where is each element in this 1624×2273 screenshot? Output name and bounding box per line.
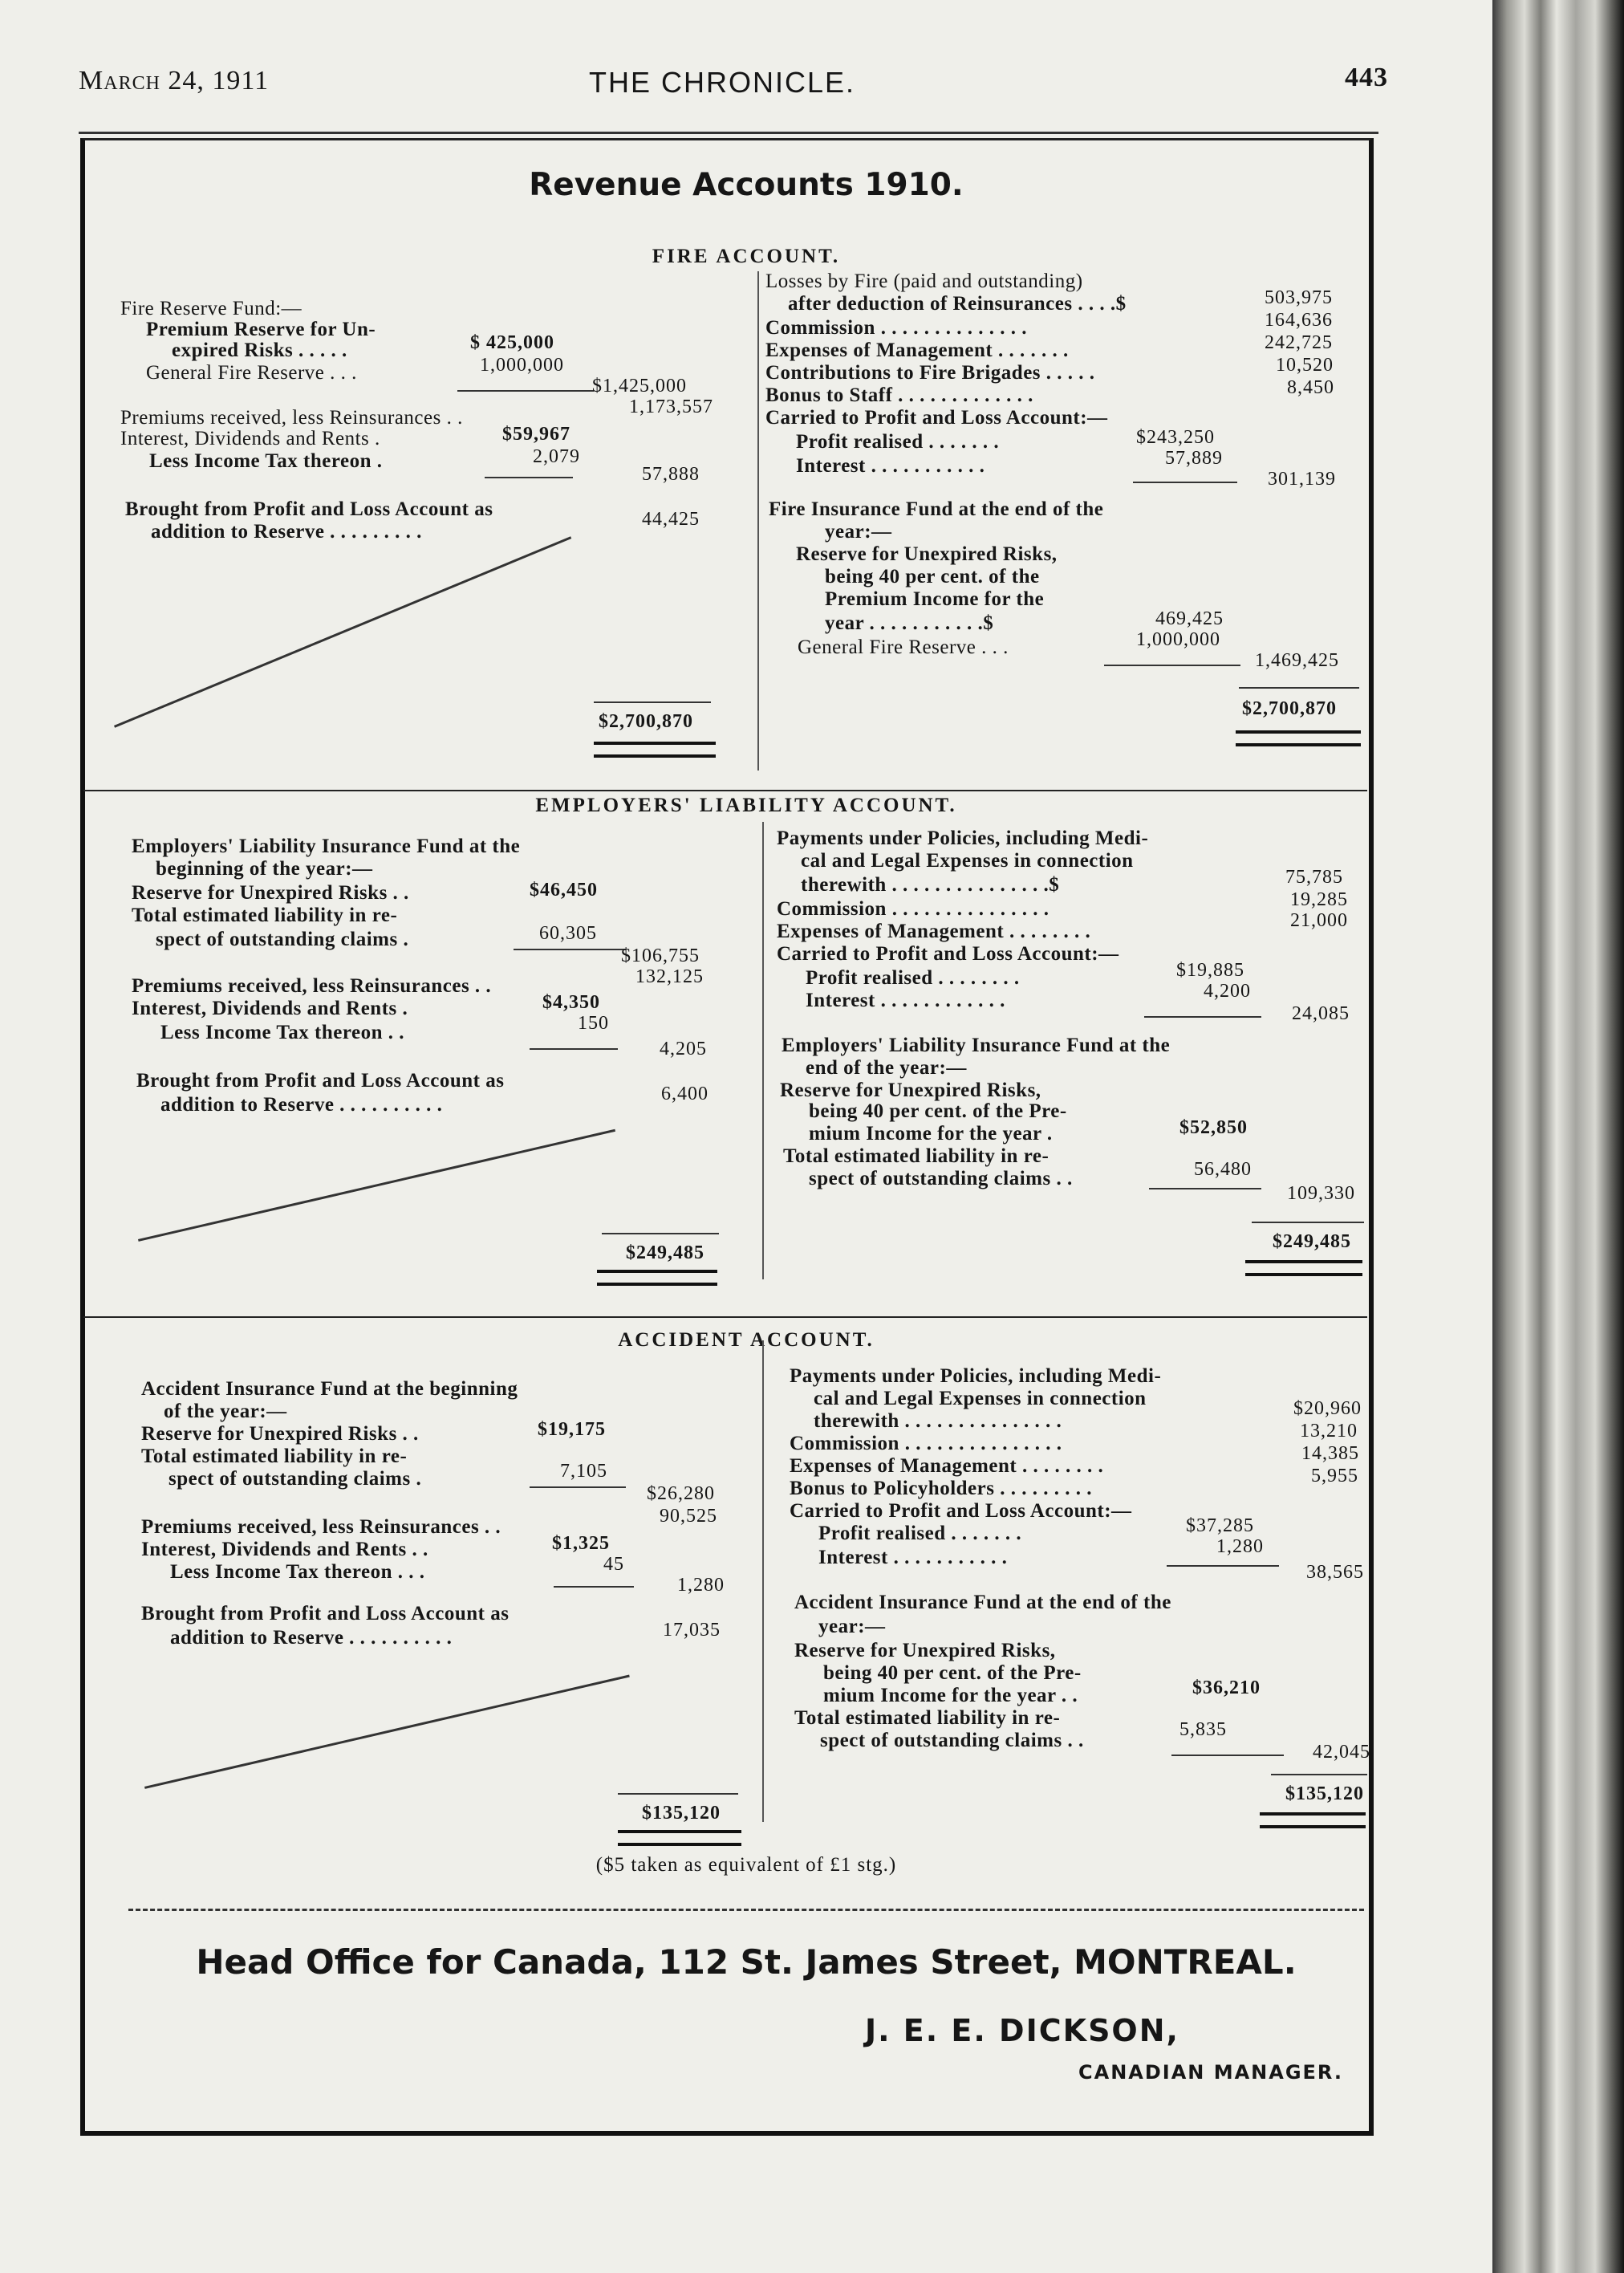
el-carried-to-pl-label: Carried to Profit and Loss Account:— <box>777 943 1119 965</box>
fire-fund-total: 1,469,425 <box>1255 650 1339 671</box>
el-premiums-label: Premiums received, less Reinsurances . . <box>132 975 492 997</box>
acc-payments-label: Payments under Policies, including Medi- <box>790 1365 1162 1387</box>
fire-premium-income-label: Premium Income for the <box>825 588 1045 610</box>
el-fund-total: $106,755 <box>621 945 700 966</box>
interest-net-rule <box>485 477 573 478</box>
el-fund-beginning-label: Employers' Liability Insurance Fund at the <box>132 836 521 857</box>
el-brought-from-pl-label: Brought from Profit and Loss Account as <box>136 1070 505 1092</box>
acc-end-year-label: year:— <box>818 1616 886 1637</box>
accident-section-rule <box>83 1316 1367 1318</box>
acc-right-total-rule <box>1271 1774 1367 1775</box>
acc-right-total: $135,120 <box>1285 1783 1364 1804</box>
el-carried-total: 24,085 <box>1292 1003 1350 1024</box>
fire-general-reserve-value: 1,000,000 <box>1136 629 1220 650</box>
acc-estimated-end-label: Total estimated liability in re- <box>794 1707 1061 1729</box>
acc-outstanding-claims-value: 7,105 <box>560 1461 607 1482</box>
fire-unexpired-risks-label: Reserve for Unexpired Risks, <box>796 543 1058 565</box>
accident-column-divider <box>762 1340 764 1822</box>
el-expenses-value: 21,000 <box>1290 910 1348 931</box>
fire-reserve-total: $1,425,000 <box>592 376 687 396</box>
acc-premiums-label: Premiums received, less Reinsurances . . <box>141 1516 501 1538</box>
acc-interest-value: $1,325 <box>552 1533 610 1554</box>
header-rule <box>79 132 1378 134</box>
el-legal-expenses-label: cal and Legal Expenses in connection <box>801 850 1134 872</box>
income-tax-label: Less Income Tax thereon . <box>149 450 383 472</box>
acc-interest-net: 1,280 <box>677 1575 725 1596</box>
header-page-number: 443 <box>1345 63 1388 92</box>
acc-expenses-label: Expenses of Management . . . . . . . . <box>790 1455 1104 1477</box>
fire-commission-value: 164,636 <box>1265 310 1333 331</box>
el-interest-value: $4,350 <box>542 992 600 1013</box>
book-spine-edge <box>1492 0 1624 2273</box>
el-end-year-label: end of the year:— <box>806 1057 967 1079</box>
fire-brigades-label: Contributions to Fire Brigades . . . . . <box>765 362 1095 384</box>
manager-name: J. E. E. DICKSON, <box>865 2013 1179 2048</box>
acc-outstanding-claims-label: spect of outstanding claims . <box>168 1468 422 1490</box>
el-outstanding-end-label: spect of outstanding claims . . <box>809 1168 1073 1189</box>
el-therewith-label: therewith . . . . . . . . . . . . . . .$ <box>801 874 1060 896</box>
acc-income-tax-label: Less Income Tax thereon . . . <box>170 1561 425 1583</box>
fire-fund-year-label: year:— <box>825 521 892 543</box>
acc-interest-right-value: 1,280 <box>1216 1536 1264 1557</box>
el-left-total-rule <box>602 1233 719 1234</box>
el-40-percent-label: being 40 per cent. of the Pre- <box>809 1100 1067 1122</box>
acc-estimated-liability-label: Total estimated liability in re- <box>141 1446 408 1467</box>
after-reinsurances-label: after deduction of Reinsurances . . . .$ <box>788 293 1127 315</box>
acc-carried-total: 38,565 <box>1306 1562 1364 1583</box>
fire-left-double-rule <box>594 742 716 758</box>
interest-net-value: 57,888 <box>642 464 700 485</box>
el-interest-rule <box>530 1048 618 1050</box>
acc-unexpired-risks-value: $19,175 <box>538 1419 606 1440</box>
fire-pl-rule <box>1133 482 1237 483</box>
el-interest-net: 4,205 <box>660 1039 707 1059</box>
interest-dividends-value: $59,967 <box>502 424 570 445</box>
acc-fund-end-total: 42,045 <box>1313 1742 1370 1763</box>
fire-subtotal-rule <box>457 390 594 392</box>
el-premium-income-label: mium Income for the year . <box>809 1123 1053 1145</box>
fire-carried-total: 301,139 <box>1268 469 1336 490</box>
acc-brought-from-pl-label: Brought from Profit and Loss Account as <box>141 1603 510 1624</box>
head-office-line: Head Office for Canada, 112 St. James Street, MONTREAL. <box>196 1942 1297 1982</box>
fire-carried-to-pl-label: Carried to Profit and Loss Account:— <box>765 407 1108 429</box>
fire-profit-realised-value: $243,250 <box>1136 427 1215 448</box>
fire-interest-label: Interest . . . . . . . . . . . <box>796 455 985 477</box>
header-date: March 24, 1911 <box>79 66 270 96</box>
fire-year-label: year . . . . . . . . . . .$ <box>825 612 994 634</box>
el-outstanding-claims-label: spect of outstanding claims . <box>156 929 409 950</box>
general-fire-reserve-label: General Fire Reserve . . . <box>146 362 357 384</box>
el-outstanding-claims-value: 60,305 <box>539 923 597 944</box>
fire-right-total: $2,700,870 <box>1242 698 1337 719</box>
el-unexpired-risks-label: Reserve for Unexpired Risks . . <box>132 882 409 904</box>
el-profit-realised-value: $19,885 <box>1176 960 1244 981</box>
acc-profit-realised-label: Profit realised . . . . . . . <box>818 1523 1022 1544</box>
acc-left-total-rule <box>618 1793 738 1795</box>
fire-left-total: $2,700,870 <box>599 711 693 732</box>
el-right-total: $249,485 <box>1273 1231 1351 1252</box>
el-profit-realised-label: Profit realised . . . . . . . . <box>806 967 1020 989</box>
acc-premium-income-label: mium Income for the year . . <box>823 1685 1078 1706</box>
el-premiums-value: 132,125 <box>635 966 704 987</box>
acc-interest-rule <box>554 1586 634 1588</box>
accident-account-title: ACCIDENT ACCOUNT. <box>618 1329 875 1351</box>
el-beginning-year-label: beginning of the year:— <box>156 858 373 880</box>
expired-risks-value: $ 425,000 <box>470 332 554 353</box>
el-premium-income-value: $52,850 <box>1179 1117 1248 1138</box>
acc-fund-beginning-label: Accident Insurance Fund at the beginning <box>141 1378 518 1400</box>
el-interest-label: Interest, Dividends and Rents . <box>132 998 408 1019</box>
acc-40-percent-label: being 40 per cent. of the Pre- <box>823 1662 1082 1684</box>
fire-40-percent-label: being 40 per cent. of the <box>825 566 1040 588</box>
acc-therewith-label: therewith . . . . . . . . . . . . . . . <box>814 1410 1062 1432</box>
el-interest-right-label: Interest . . . . . . . . . . . . <box>806 990 1005 1011</box>
addition-to-reserve-value: 44,425 <box>642 509 700 530</box>
acc-bonus-policyholders-value: 5,955 <box>1311 1466 1358 1486</box>
acc-premiums-value: 90,525 <box>660 1506 717 1527</box>
employers-section-rule <box>83 790 1367 791</box>
fire-fund-end-label: Fire Insurance Fund at the end of the <box>769 498 1104 520</box>
acc-premium-income-value: $36,210 <box>1192 1677 1261 1698</box>
el-right-total-rule <box>1252 1222 1364 1223</box>
fire-column-divider <box>757 271 759 771</box>
fire-left-total-rule <box>594 701 711 703</box>
el-commission-label: Commission . . . . . . . . . . . . . . . <box>777 898 1050 920</box>
main-title: Revenue Accounts 1910. <box>529 167 964 203</box>
fire-expenses-value: 242,725 <box>1265 332 1333 353</box>
el-addition-label: addition to Reserve . . . . . . . . . . <box>160 1094 443 1116</box>
brought-from-pl-label: Brought from Profit and Loss Account as <box>125 498 493 520</box>
acc-interest-label: Interest, Dividends and Rents . . <box>141 1539 428 1560</box>
general-fire-reserve-value: 1,000,000 <box>480 355 564 376</box>
premiums-received-label: Premiums received, less Reinsurances . . <box>120 407 463 429</box>
fire-fund-rule <box>1104 665 1240 666</box>
losses-by-fire-label: Losses by Fire (paid and outstanding) <box>765 270 1083 292</box>
fire-expenses-label: Expenses of Management . . . . . . . <box>765 340 1069 361</box>
fire-right-total-rule <box>1239 687 1359 689</box>
acc-pl-rule <box>1167 1565 1279 1567</box>
manager-title: CANADIAN MANAGER. <box>1078 2061 1343 2084</box>
footer-separator <box>128 1909 1364 1911</box>
el-commission-value: 19,285 <box>1290 889 1348 910</box>
header-title: THE CHRONICLE. <box>589 66 856 99</box>
el-fund-end-label: Employers' Liability Insurance Fund at the <box>782 1035 1171 1056</box>
acc-unexpired-risks-label: Reserve for Unexpired Risks . . <box>141 1423 419 1445</box>
employers-account-title: EMPLOYERS' LIABILITY ACCOUNT. <box>535 795 957 816</box>
acc-outstanding-end-value: 5,835 <box>1179 1719 1227 1740</box>
el-income-tax-label: Less Income Tax thereon . . <box>160 1022 405 1043</box>
acc-expenses-value: 14,385 <box>1301 1443 1359 1464</box>
fire-interest-value: 57,889 <box>1165 448 1223 469</box>
premium-reserve-label: Premium Reserve for Un- <box>146 319 376 340</box>
acc-payments-value: $20,960 <box>1293 1398 1362 1419</box>
acc-outstanding-end-label: spect of outstanding claims . . <box>820 1730 1084 1751</box>
premiums-received-value: 1,173,557 <box>629 396 713 417</box>
fire-profit-realised-label: Profit realised . . . . . . . <box>796 431 1000 453</box>
el-pl-rule <box>1144 1016 1261 1018</box>
fire-general-reserve-label: General Fire Reserve . . . <box>798 636 1009 658</box>
acc-income-tax-value: 45 <box>603 1554 624 1575</box>
el-left-double-rule <box>597 1270 717 1286</box>
income-tax-value: 2,079 <box>533 446 580 467</box>
el-estimated-liability-label: Total estimated liability in re- <box>132 905 398 926</box>
fire-right-double-rule <box>1236 730 1361 746</box>
losses-by-fire-value: 503,975 <box>1265 287 1333 308</box>
acc-fund-end-rule <box>1171 1755 1284 1756</box>
employers-column-divider <box>762 822 764 1279</box>
el-payments-value: 75,785 <box>1285 867 1343 888</box>
el-income-tax-value: 150 <box>578 1013 609 1034</box>
el-interest-right-value: 4,200 <box>1204 981 1251 1002</box>
fire-account-title: FIRE ACCOUNT. <box>652 246 841 267</box>
acc-bonus-policyholders-label: Bonus to Policyholders . . . . . . . . . <box>790 1478 1092 1499</box>
acc-left-total: $135,120 <box>642 1803 721 1824</box>
fire-reserve-fund-label: Fire Reserve Fund:— <box>120 298 302 319</box>
el-fund-end-total: 109,330 <box>1287 1183 1355 1204</box>
fire-unexpired-reserve-value: 469,425 <box>1155 608 1224 629</box>
acc-beginning-year-label: of the year:— <box>164 1401 287 1422</box>
acc-fund-rule <box>530 1486 626 1488</box>
el-right-double-rule <box>1245 1260 1362 1276</box>
acc-profit-realised-value: $37,285 <box>1186 1515 1254 1536</box>
fire-brigades-value: 10,520 <box>1276 355 1334 376</box>
el-fund-end-rule <box>1149 1188 1261 1189</box>
el-left-total: $249,485 <box>626 1242 704 1263</box>
acc-interest-right-label: Interest . . . . . . . . . . . <box>818 1547 1008 1568</box>
el-unexpired-risks-value: $46,450 <box>530 880 598 901</box>
fire-commission-label: Commission . . . . . . . . . . . . . . <box>765 317 1027 339</box>
addition-to-reserve-label: addition to Reserve . . . . . . . . . <box>151 521 422 543</box>
acc-unexpired-label: Reserve for Unexpired Risks, <box>794 1640 1056 1661</box>
expired-risks-label: expired Risks . . . . . <box>172 340 347 361</box>
el-unexpired-label: Reserve for Unexpired Risks, <box>780 1080 1041 1101</box>
bonus-to-staff-label: Bonus to Staff . . . . . . . . . . . . . <box>765 384 1033 406</box>
acc-carried-to-pl-label: Carried to Profit and Loss Account:— <box>790 1500 1132 1522</box>
bonus-to-staff-value: 8,450 <box>1287 377 1334 398</box>
interest-dividends-label: Interest, Dividends and Rents . <box>120 428 380 449</box>
acc-right-double-rule <box>1260 1812 1366 1828</box>
acc-addition-label: addition to Reserve . . . . . . . . . . <box>170 1627 453 1649</box>
acc-fund-total: $26,280 <box>647 1483 715 1504</box>
el-expenses-label: Expenses of Management . . . . . . . . <box>777 921 1091 942</box>
currency-note: ($5 taken as equivalent of £1 stg.) <box>595 1854 897 1876</box>
acc-commission-value: 13,210 <box>1300 1421 1358 1441</box>
acc-left-double-rule <box>618 1830 741 1846</box>
el-outstanding-end-value: 56,480 <box>1194 1159 1252 1180</box>
el-payments-label: Payments under Policies, including Medi- <box>777 827 1149 849</box>
acc-fund-end-label: Accident Insurance Fund at the end of the <box>794 1592 1171 1613</box>
acc-commission-label: Commission . . . . . . . . . . . . . . . <box>790 1433 1062 1454</box>
el-fund-rule <box>514 949 626 950</box>
el-estimated-end-label: Total estimated liability in re- <box>783 1145 1050 1167</box>
acc-legal-expenses-label: cal and Legal Expenses in connection <box>814 1388 1147 1409</box>
el-addition-value: 6,400 <box>661 1084 708 1104</box>
acc-addition-value: 17,035 <box>663 1620 721 1641</box>
